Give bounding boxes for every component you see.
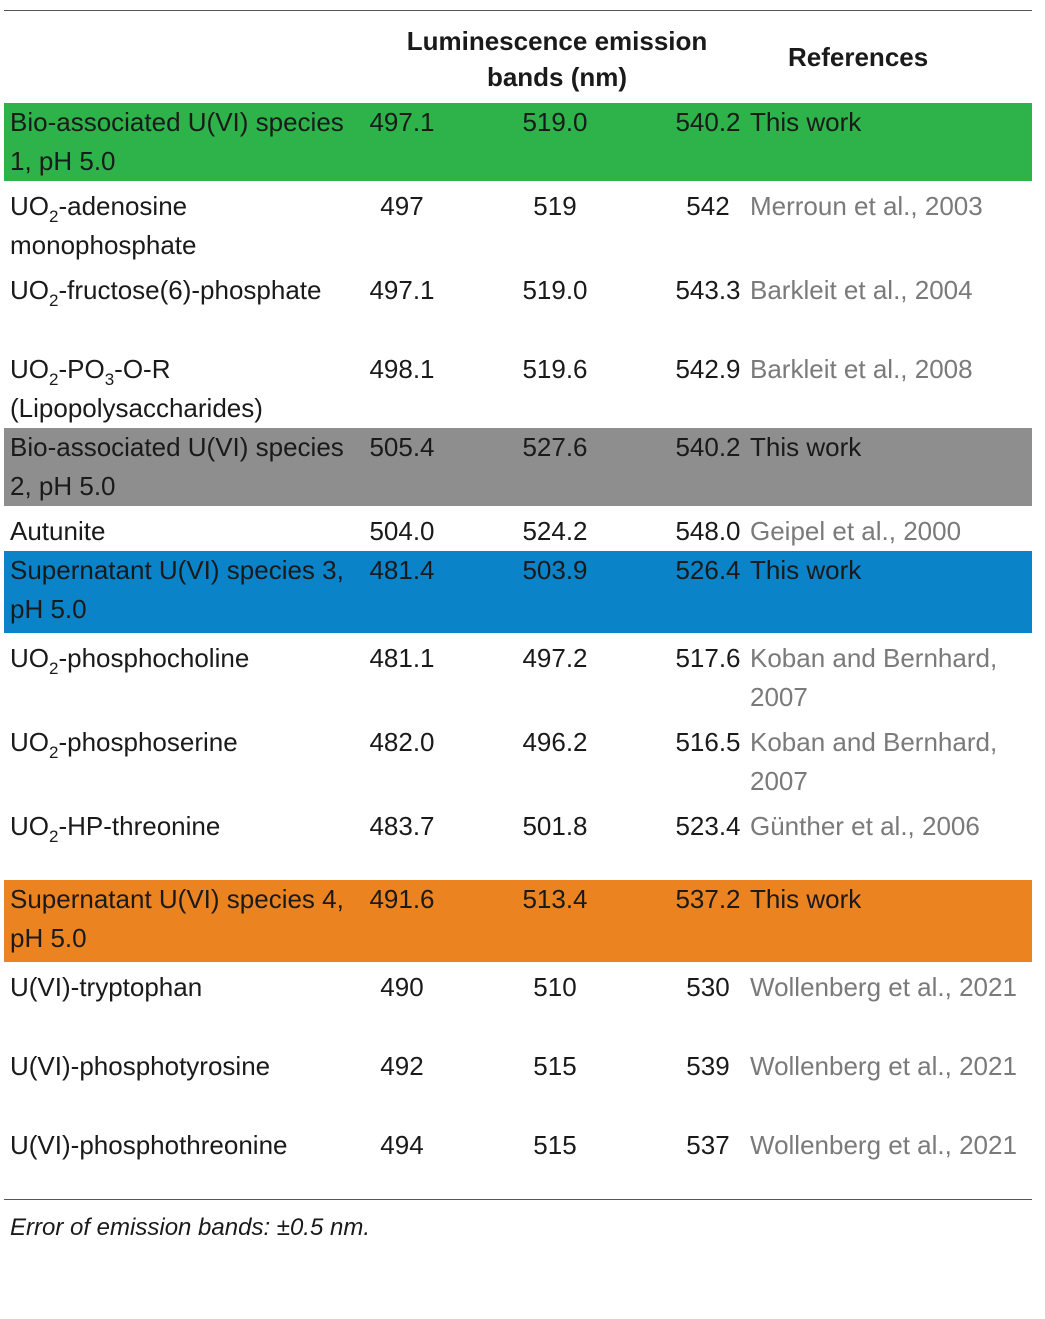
emission-band-3: 542 — [686, 191, 730, 221]
compound-name: U(VI)-phosphotyrosine — [10, 1051, 271, 1081]
table-row — [4, 1041, 1032, 1120]
compound-name: $UO_2-fructose(6)$-phosphate — [10, 275, 322, 311]
table-header — [4, 11, 1037, 103]
table-row — [4, 506, 1032, 551]
emission-band-1: 482.0 — [369, 727, 435, 757]
table-row — [4, 880, 1032, 962]
reference: Koban and Bernhard, 2007 — [750, 643, 998, 712]
emission-band-3: 548.0 — [675, 516, 741, 546]
emission-band-2: 519.0 — [522, 275, 588, 305]
table-row — [4, 103, 1032, 181]
table-row — [4, 428, 1032, 506]
compound-name: $UO_2-HP$-threonine — [10, 811, 221, 847]
emission-table — [4, 103, 1032, 1199]
table-container — [4, 0, 1037, 1242]
compound-name: Supernatant U(VI) species 3, pH 5.0 — [10, 555, 344, 624]
reference: Wollenberg et al., 2021 — [750, 972, 1017, 1002]
emission-band-1: 483.7 — [369, 811, 435, 841]
emission-band-3: 523.4 — [675, 811, 741, 841]
compound-name: Bio-associated U(VI) species 2, pH 5.0 — [10, 432, 344, 501]
luminescence-header: Luminescence emission bands (nm) — [406, 26, 708, 92]
reference: Wollenberg et al., 2021 — [750, 1130, 1017, 1160]
compound-name: $UO_2$-adenosine monophosphate — [10, 191, 197, 260]
emission-band-1: 481.4 — [369, 555, 435, 585]
emission-band-1: 490 — [380, 972, 424, 1002]
emission-band-1: 491.6 — [369, 884, 435, 914]
emission-band-3: 542.9 — [675, 354, 741, 384]
emission-band-3: 540.2 — [675, 432, 741, 462]
reference: This work — [750, 884, 862, 914]
emission-band-1: 494 — [380, 1130, 424, 1160]
table-row — [4, 181, 1032, 265]
compound-name: Bio-associated U(VI) species 1, pH 5.0 — [10, 107, 344, 176]
table-row — [4, 265, 1032, 344]
compound-name: U(VI)-phosphothreonine — [10, 1130, 288, 1160]
emission-band-2: 513.4 — [522, 884, 588, 914]
emission-band-2: 496.2 — [522, 727, 588, 757]
emission-band-1: 492 — [380, 1051, 424, 1081]
footnote: Error of emission bands: ±0.5 nm. — [10, 1214, 370, 1241]
emission-band-2: 515 — [533, 1130, 577, 1160]
reference: This work — [750, 555, 862, 585]
reference: This work — [750, 432, 862, 462]
reference: Geipel et al., 2000 — [750, 516, 962, 546]
emission-band-1: 498.1 — [369, 354, 435, 384]
table-row — [4, 1120, 1032, 1199]
table-row — [4, 801, 1032, 880]
emission-band-3: 516.5 — [675, 727, 741, 757]
emission-band-3: 537 — [686, 1130, 730, 1160]
emission-band-3: 537.2 — [675, 884, 741, 914]
emission-band-2: 497.2 — [522, 643, 588, 673]
emission-band-1: 497.1 — [369, 275, 435, 305]
reference: Merroun et al., 2003 — [750, 191, 983, 221]
compound-name: Autunite — [10, 516, 106, 546]
reference: Barkleit et al., 2004 — [750, 275, 973, 305]
table-row — [4, 551, 1032, 633]
emission-band-2: 519 — [533, 191, 577, 221]
compound-name: Supernatant U(VI) species 4, pH 5.0 — [10, 884, 344, 953]
emission-band-2: 510 — [533, 972, 577, 1002]
emission-band-1: 505.4 — [369, 432, 435, 462]
table-row — [4, 962, 1032, 1041]
emission-band-2: 515 — [533, 1051, 577, 1081]
emission-band-3: 543.3 — [675, 275, 741, 305]
emission-band-1: 497.1 — [369, 107, 435, 137]
reference: Koban and Bernhard, 2007 — [750, 727, 998, 796]
emission-band-2: 519.0 — [522, 107, 588, 137]
table-row — [4, 344, 1032, 428]
emission-band-2: 503.9 — [522, 555, 588, 585]
references-header: References — [788, 42, 929, 72]
compound-name: U(VI)-tryptophan — [10, 972, 203, 1002]
table-row — [4, 717, 1032, 801]
emission-band-3: 539 — [686, 1051, 730, 1081]
reference: This work — [750, 107, 862, 137]
emission-band-2: 527.6 — [522, 432, 588, 462]
reference: Wollenberg et al., 2021 — [750, 1051, 1017, 1081]
compound-name: $UO_2$-phosphoserine — [10, 727, 238, 763]
emission-band-3: 526.4 — [675, 555, 741, 585]
emission-band-3: 540.2 — [675, 107, 741, 137]
emission-band-1: 481.1 — [369, 643, 435, 673]
emission-band-2: 524.2 — [522, 516, 588, 546]
compound-name: $UO_2-PO_3-O-R$ (Lipopolysaccharides) — [10, 354, 263, 423]
emission-band-1: 497 — [380, 191, 424, 221]
emission-band-3: 517.6 — [675, 643, 741, 673]
compound-name: $UO_2$-phosphocholine — [10, 643, 250, 679]
emission-band-3: 530 — [686, 972, 730, 1002]
emission-band-1: 504.0 — [369, 516, 435, 546]
emission-band-2: 501.8 — [522, 811, 588, 841]
table-row — [4, 633, 1032, 717]
reference: Günther et al., 2006 — [750, 811, 980, 841]
reference: Barkleit et al., 2008 — [750, 354, 973, 384]
emission-band-2: 519.6 — [522, 354, 588, 384]
